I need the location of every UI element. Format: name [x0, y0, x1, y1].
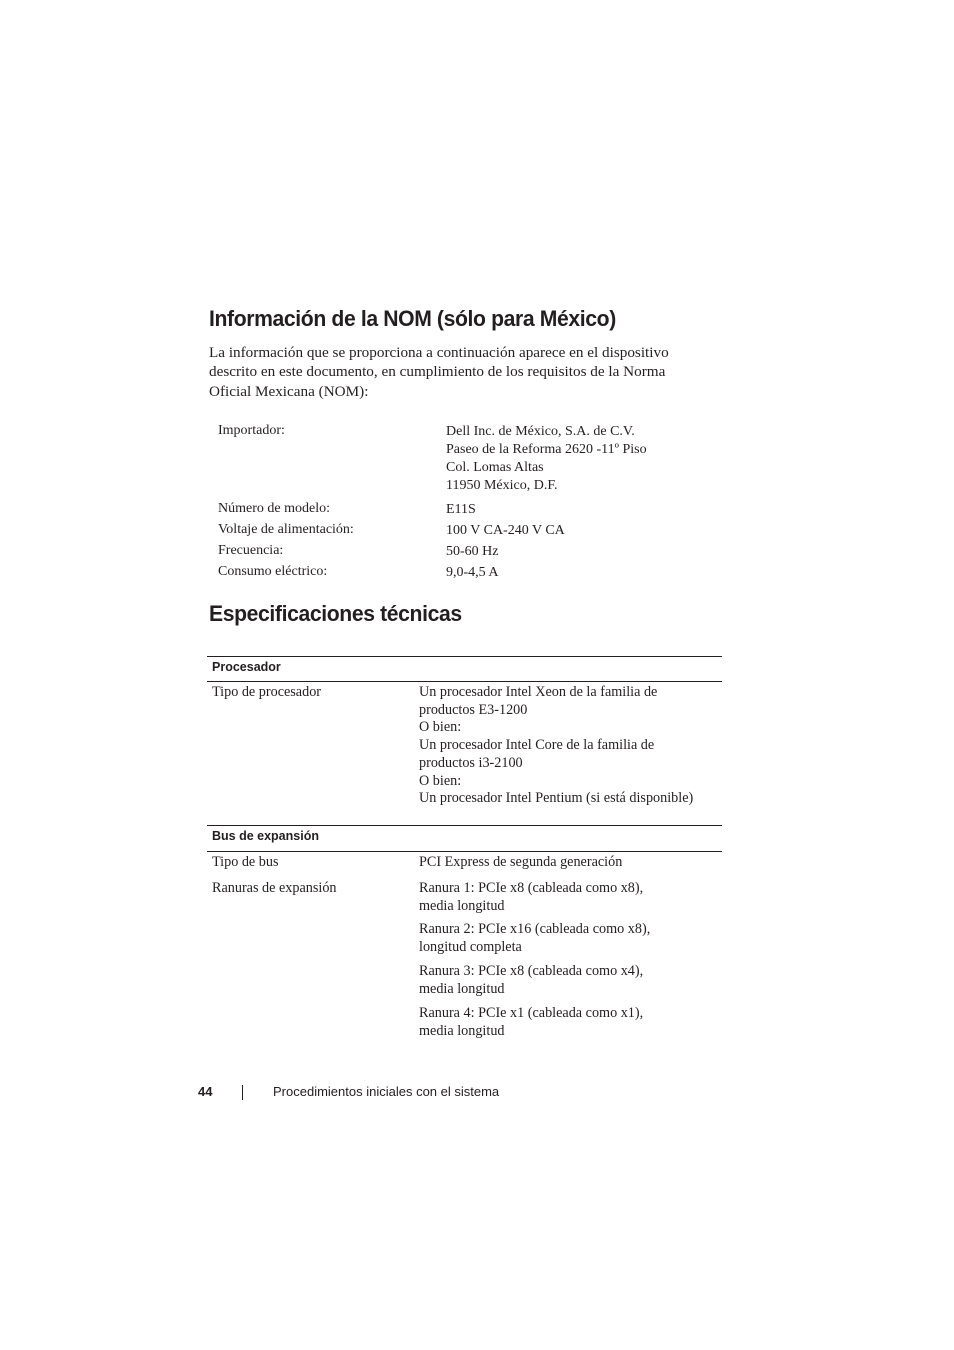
specs-section-title: Especificaciones técnicas	[209, 601, 462, 626]
nom-intro-paragraph	[209, 343, 729, 401]
nom-value-line: Col. Lomas Altas	[446, 460, 544, 475]
processor-header-label: Procesador	[212, 660, 281, 674]
nom-value-line: 50-60 Hz	[446, 544, 499, 559]
footer-title: Procedimientos iniciales con el sistema	[273, 1084, 500, 1099]
slot-item	[419, 1005, 643, 1040]
spec-value-line: Un procesador Intel Core de la familia de	[419, 737, 655, 754]
nom-label: Importador:	[218, 423, 285, 438]
spec-value-line: PCI Express de segunda generación	[419, 854, 623, 870]
nom-value-line: Dell Inc. de México, S.A. de C.V.	[446, 424, 635, 439]
spec-value-line: productos E3-1200	[419, 701, 528, 718]
nom-value	[446, 564, 499, 582]
nom-value	[446, 423, 647, 495]
intro-line: La información que se proporciona a continuación aparece en el dispositivo	[209, 344, 669, 361]
nom-label: Número de modelo:	[218, 501, 330, 516]
nom-label: Frecuencia:	[218, 543, 284, 558]
expansion-bus-section-header	[207, 825, 722, 852]
spec-label: Ranuras de expansión	[212, 880, 337, 896]
spec-value-line: productos i3-2100	[419, 754, 523, 771]
spec-label: Tipo de procesador	[212, 684, 322, 700]
slot-line: longitud completa	[419, 938, 522, 955]
spec-value-line: O bien:	[419, 719, 462, 736]
intro-line: descrito en este documento, en cumplimiento de los requisitos de la Norma	[209, 363, 666, 381]
slot-item	[419, 921, 650, 956]
nom-section-title: Información de la NOM (sólo para México)	[209, 306, 616, 331]
spec-label: Tipo de bus	[212, 854, 279, 870]
slot-line: media longitud	[419, 897, 505, 914]
slot-item	[419, 963, 643, 998]
nom-value-line: Paseo de la Reforma 2620 -11º Piso	[446, 442, 647, 457]
nom-value-line: 11950 México, D.F.	[446, 478, 558, 493]
slot-line: Ranura 1: PCIe x8 (cableada como x8),	[419, 880, 644, 896]
nom-value-line: 100 V CA-240 V CA	[446, 523, 565, 538]
processor-section-header	[207, 656, 722, 682]
spec-value-line: O bien:	[419, 772, 462, 789]
spec-value-line: Un procesador Intel Pentium (si está disponible)	[419, 790, 694, 807]
footer-separator	[242, 1085, 243, 1100]
slot-item	[419, 880, 643, 915]
nom-value-line: E11S	[446, 502, 476, 517]
spec-value	[419, 854, 622, 872]
spec-value-line: Un procesador Intel Xeon de la familia de	[419, 684, 658, 700]
spec-value	[419, 684, 693, 808]
nom-label: Voltaje de alimentación:	[218, 522, 354, 537]
slot-line: Ranura 4: PCIe x1 (cableada como x1),	[419, 1005, 644, 1021]
slot-line: media longitud	[419, 980, 505, 997]
nom-label: Consumo eléctrico:	[218, 564, 328, 579]
slot-line: Ranura 3: PCIe x8 (cableada como x4),	[419, 963, 644, 979]
slot-line: media longitud	[419, 1022, 505, 1039]
page-number: 44	[198, 1084, 213, 1099]
slot-line: Ranura 2: PCIe x16 (cableada como x8),	[419, 921, 651, 937]
expansion-bus-header-label: Bus de expansión	[212, 829, 319, 843]
nom-value	[446, 522, 565, 540]
nom-value	[446, 501, 476, 519]
nom-value-line: 9,0-4,5 A	[446, 565, 499, 580]
nom-value	[446, 543, 499, 561]
intro-line: Oficial Mexicana (NOM):	[209, 382, 369, 400]
